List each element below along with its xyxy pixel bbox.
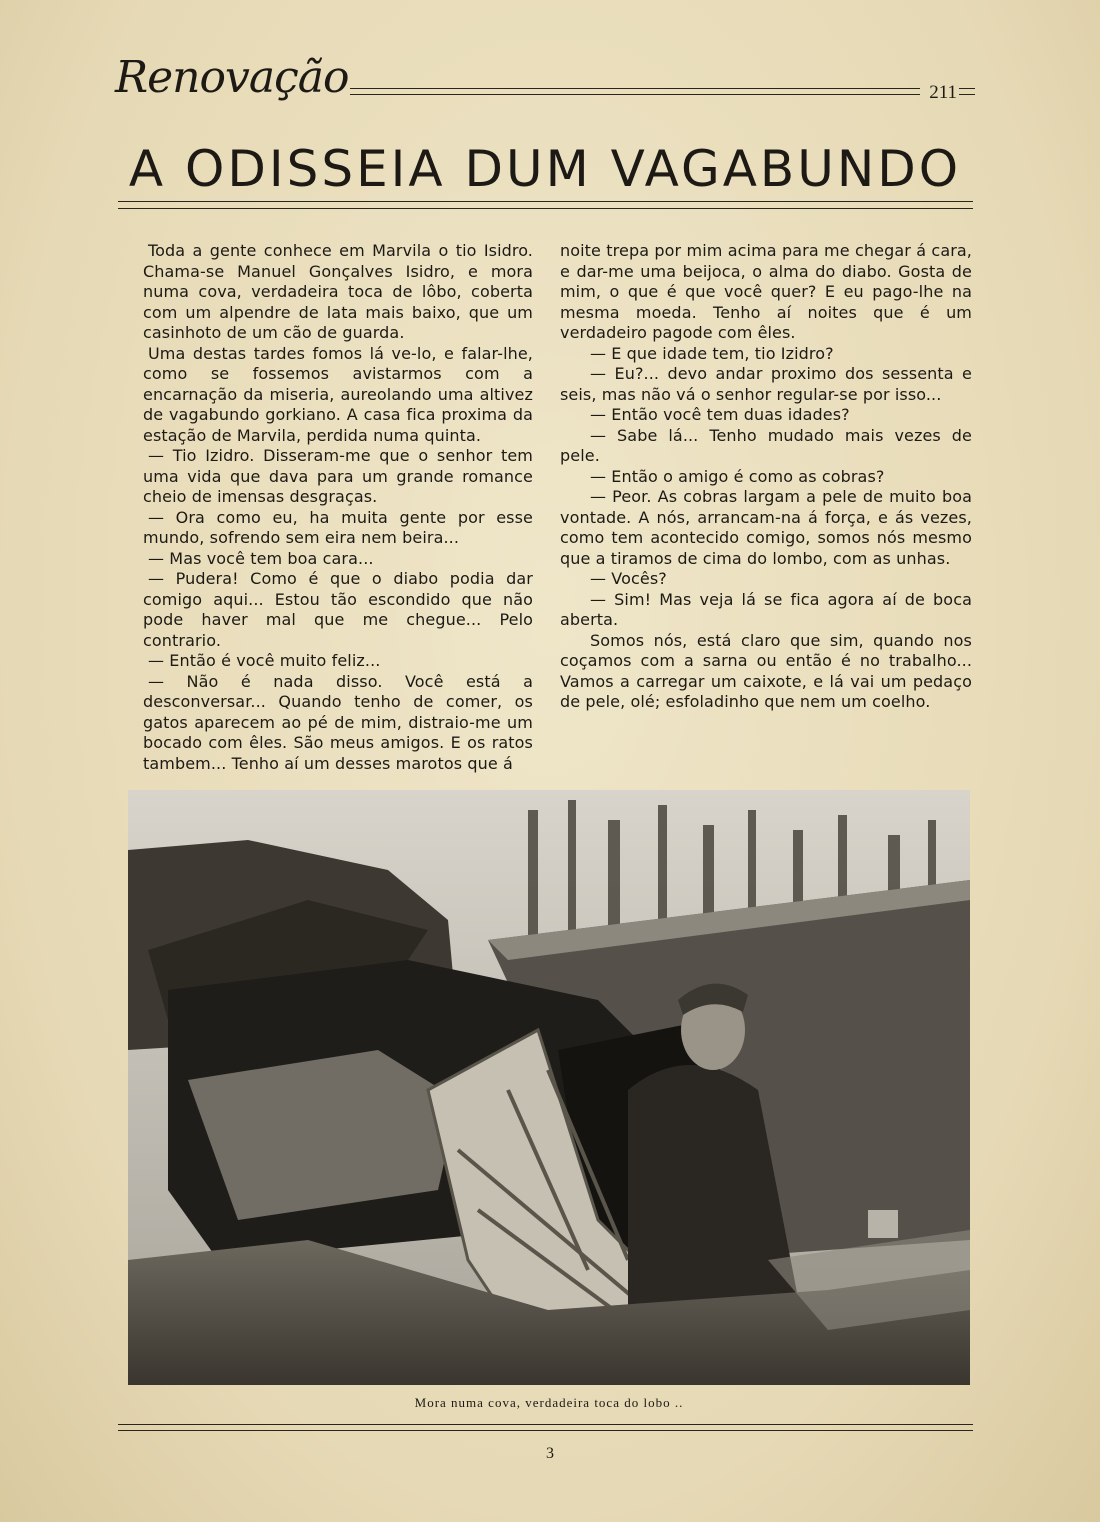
folio-number: 3 xyxy=(546,1445,554,1462)
paragraph: — Vocês? xyxy=(590,569,667,588)
paragraph: — Tio Izidro. Disseram-me que o senhor tem uma vida que dava para um grande romance cheio de imensas desgraças. xyxy=(143,446,533,506)
paragraph: — Não é nada disso. Você está a desconversar... Quando tenho de comer, os gatos aparecem ao pé de mim, distraio-me um bocado com êles. São meus amigos. E os ratos tambem... Tenho aí um desses marotos que á xyxy=(143,671,533,773)
masthead-logo: Renovação xyxy=(115,52,349,103)
paragraph: noite trepa por mim acima para me chegar á cara, e dar-me uma beijoca, o alma do diabo. Gosta de mim, o que é que você quer? E eu pago-lhe na mesma moeda. Tenho aí noites que é um verdadeiro pagode com êles. xyxy=(560,241,972,342)
paragraph: Toda a gente conhece em Marvila o tio Isidro. Chama-se Manuel Gonçalves Isidro, e mora numa cova, verdadeira toca de lôbo, coberta com um alpendre de lata mais baixo, que um casinhoto de um cão de guarda. xyxy=(143,241,533,342)
page-number-rule xyxy=(959,88,975,100)
paragraph: — Eu?... devo andar proximo dos sessenta e seis, mas não vá o senhor regular-se por isso... xyxy=(560,364,972,404)
header-rule xyxy=(350,88,920,100)
footer-rule xyxy=(118,1424,973,1436)
page-header xyxy=(115,52,975,122)
article-photo xyxy=(128,790,970,1385)
paragraph: — Sabe lá... Tenho mudado mais vezes de pele. xyxy=(560,425,972,465)
page-number: 211 xyxy=(929,82,957,103)
photo-illustration xyxy=(128,790,970,1385)
left-column xyxy=(143,241,533,774)
paragraph: — Então você tem duas idades? xyxy=(590,405,850,424)
paragraph: — Pudera! Como é que o diabo podia dar comigo aqui... Estou tão escondido que não pode haver mal que me chegue... Pelo contrario. xyxy=(143,569,533,650)
paragraph: — Sim! Mas veja lá se fica agora aí de boca aberta. xyxy=(560,589,972,629)
paragraph: — E que idade tem, tio Izidro? xyxy=(590,343,834,363)
photo-caption: Mora numa cova, verdadeira toca do lobo .. xyxy=(414,1395,684,1410)
right-column xyxy=(560,241,972,713)
paragraph: Somos nós, está claro que sim, quando nos coçamos com a sarna ou então é no trabalho... Vamos a carregar um caixote, e lá vai um pedaço de pele, olé; esfoladinho que nem um coelho. xyxy=(560,630,972,711)
paragraph: — Mas você tem boa cara... xyxy=(148,548,374,568)
article-title: A ODISSEIA DUM VAGABUNDO xyxy=(128,140,962,198)
title-rule xyxy=(118,201,973,215)
paragraph: — Então é você muito feliz... xyxy=(148,651,381,670)
paragraph: — Então o amigo é como as cobras? xyxy=(590,466,885,486)
paragraph: Uma destas tardes fomos lá ve-lo, e falar-lhe, como se fossemos avistarmos com a encarnação da miseria, aureolando uma altivez de vagabundo gorkiano. A casa fica proxima da estação de Marvila, perdida numa quinta. xyxy=(143,343,533,445)
paragraph: — Ora como eu, ha muita gente por esse mundo, sofrendo sem eira nem beira... xyxy=(143,507,533,547)
paragraph: — Peor. As cobras largam a pele de muito boa vontade. A nós, arrancam-na á força, e ás vezes, como tem acontecido comigo, somos nós mesmo que a tiramos de cima do lombo, com as unhas. xyxy=(560,487,972,568)
